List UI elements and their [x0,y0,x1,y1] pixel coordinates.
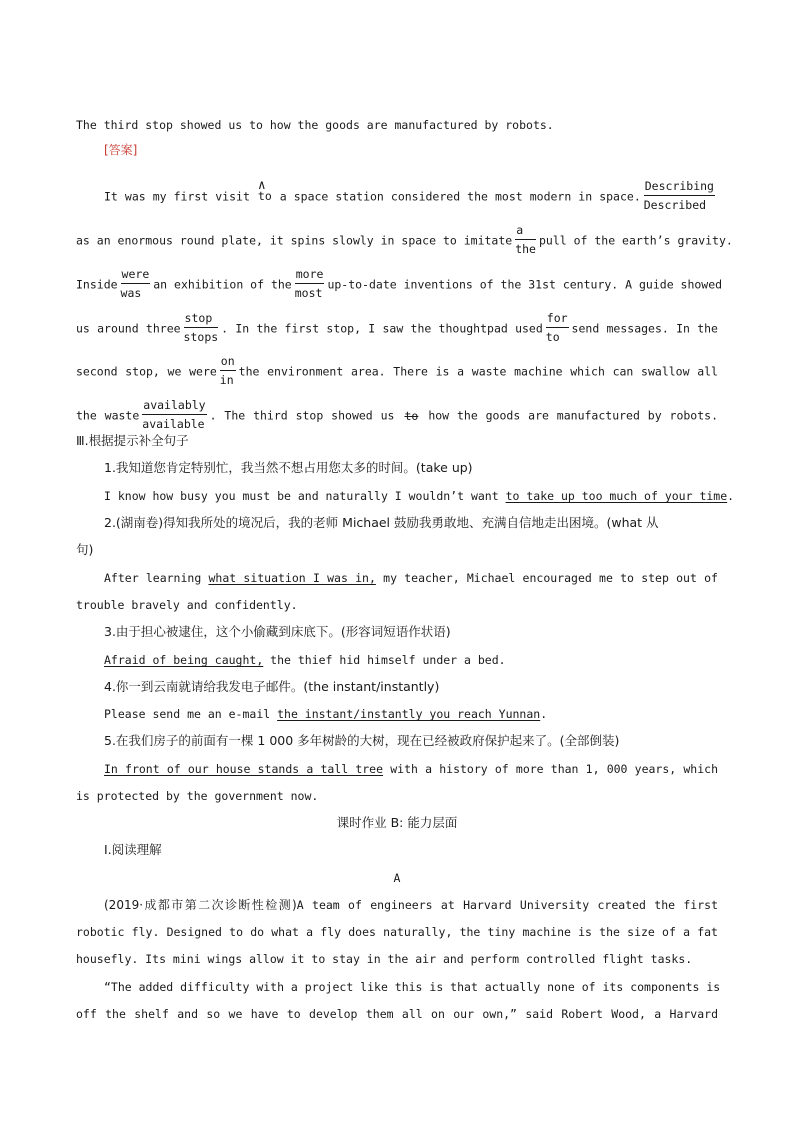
q3-answer: Afraid of being caught, the thief hid himself under a bed. [104,653,506,667]
answer-line-6: the waste $\frac{\text{availably}}{\text{available}}$ . The third stop showed us to how the goods are manufactured by robots. [76,398,718,431]
homework-title: 课时作业 B: 能力层面 [336,815,458,830]
correction-stop: $\frac{\text{stop}}{\text{stops}}$ [183,311,219,344]
q4-prompt: 4.你一到云南就请给我发电子邮件。(the instant/instantly) [104,679,440,694]
q2-prompt-cont: 句) [76,542,94,557]
section3-title: Ⅲ.根据提示补全句子 [76,433,189,448]
q5-prompt: 5.在我们房子的前面有一棵 1 000 多年树龄的大树，现在已经被政府保护起来了。(全部倒装) [104,733,620,748]
passage-label: A [393,871,401,885]
section1-title: Ⅰ.阅读理解 [104,842,162,857]
correction-describing: $\frac{\text{Describing}}{\text{Described}}$ [643,179,714,212]
q1-prompt: 1.我知道您肯定特别忙，我当然不想占用您太多的时间。(take up) [104,460,473,475]
passage-line-5: off the shelf and so we have to develop them all on our own,” said Robert Wood, a Harvard [76,1007,718,1021]
answer-line-5: second stop, we were $\frac{on}{in}$ the environment area. There is a waste machine which can swallow all [76,354,718,387]
answer-line-3: Inside $\frac{\text{were}}{\text{was}}$ an exhibition of the $\frac{\text{more}}{\text{most}}$ up-to-date inventions of the 31st century. A guide showed [76,267,723,300]
q1-answer: I know how busy you must be and naturally I wouldn’t want to take up too much of your time. [104,489,735,503]
q2-prompt: 2.(湖南卷)得知我所处的境况后，我的老师 Michael 鼓励我勇敢地、充满自信地走出困境。(what 从 [104,515,659,530]
intro-sentence: The third stop showed us to how the goods are manufactured by robots. [76,118,554,132]
correction-more: $\frac{\text{more}}{\text{most}}$ [294,267,324,300]
q4-answer: Please send me an e-mail the instant/instantly you reach Yunnan. [104,707,548,721]
q5-answer-cont: is protected by the government now. [76,789,319,803]
answer-line-1: It was my first visit ∧ to a space station considered the most modern in space. $\frac{\text{Describing}}{\text{Described}}$ [104,178,714,212]
passage-line-2: robotic fly. Designed to do what a fly does naturally, the tiny machine is the size of a fat [76,925,718,939]
correction-for: $\frac{\text{for}}{to}$ [545,311,568,344]
correction-article: $\frac{a}{\text{the}}$ [515,223,536,256]
correction-on: $\frac{on}{in}$ [219,354,235,387]
passage-line-3: housefly. Its mini wings allow it to stay in the air and perform controlled flight tasks. [76,952,693,966]
answer-line-2: as an enormous round plate, it spins slowly in space to imitate $\frac{a}{\text{the}}$ pull of the earth’s gravity. [76,223,733,256]
q2-answer-cont: trouble bravely and confidently. [76,598,298,612]
answer-tag: [答案] [104,143,138,157]
q5-answer: In front of our house stands a tall tree with a history of more than 1, 000 years, which [104,762,718,776]
q2-answer: After learning what situation I was in, my teacher, Michael encouraged me to step out of [104,571,718,585]
deleted-word: to [404,408,419,423]
answer-line-4: us around three $\frac{\text{stop}}{\text{stops}}$ . In the first stop, I saw the thoughtpad used $\frac{\text{for}}{to}$ send messages. In the [76,311,718,344]
passage-line-1: (2019·成都市第二次诊断性检测)A team of engineers at Harvard University created the first [104,898,719,912]
correction-were: $\frac{\text{were}}{\text{was}}$ [120,267,150,300]
passage-line-4: “The added difficulty with a project like this is that actually none of its components is [104,980,721,994]
insert-mark: ∧ to [257,178,272,203]
q3-prompt: 3.由于担心被逮住，这个小偷藏到床底下。(形容词短语作状语) [104,624,451,639]
correction-availably: $\frac{\text{availably}}{\text{available}}$ [142,398,206,431]
